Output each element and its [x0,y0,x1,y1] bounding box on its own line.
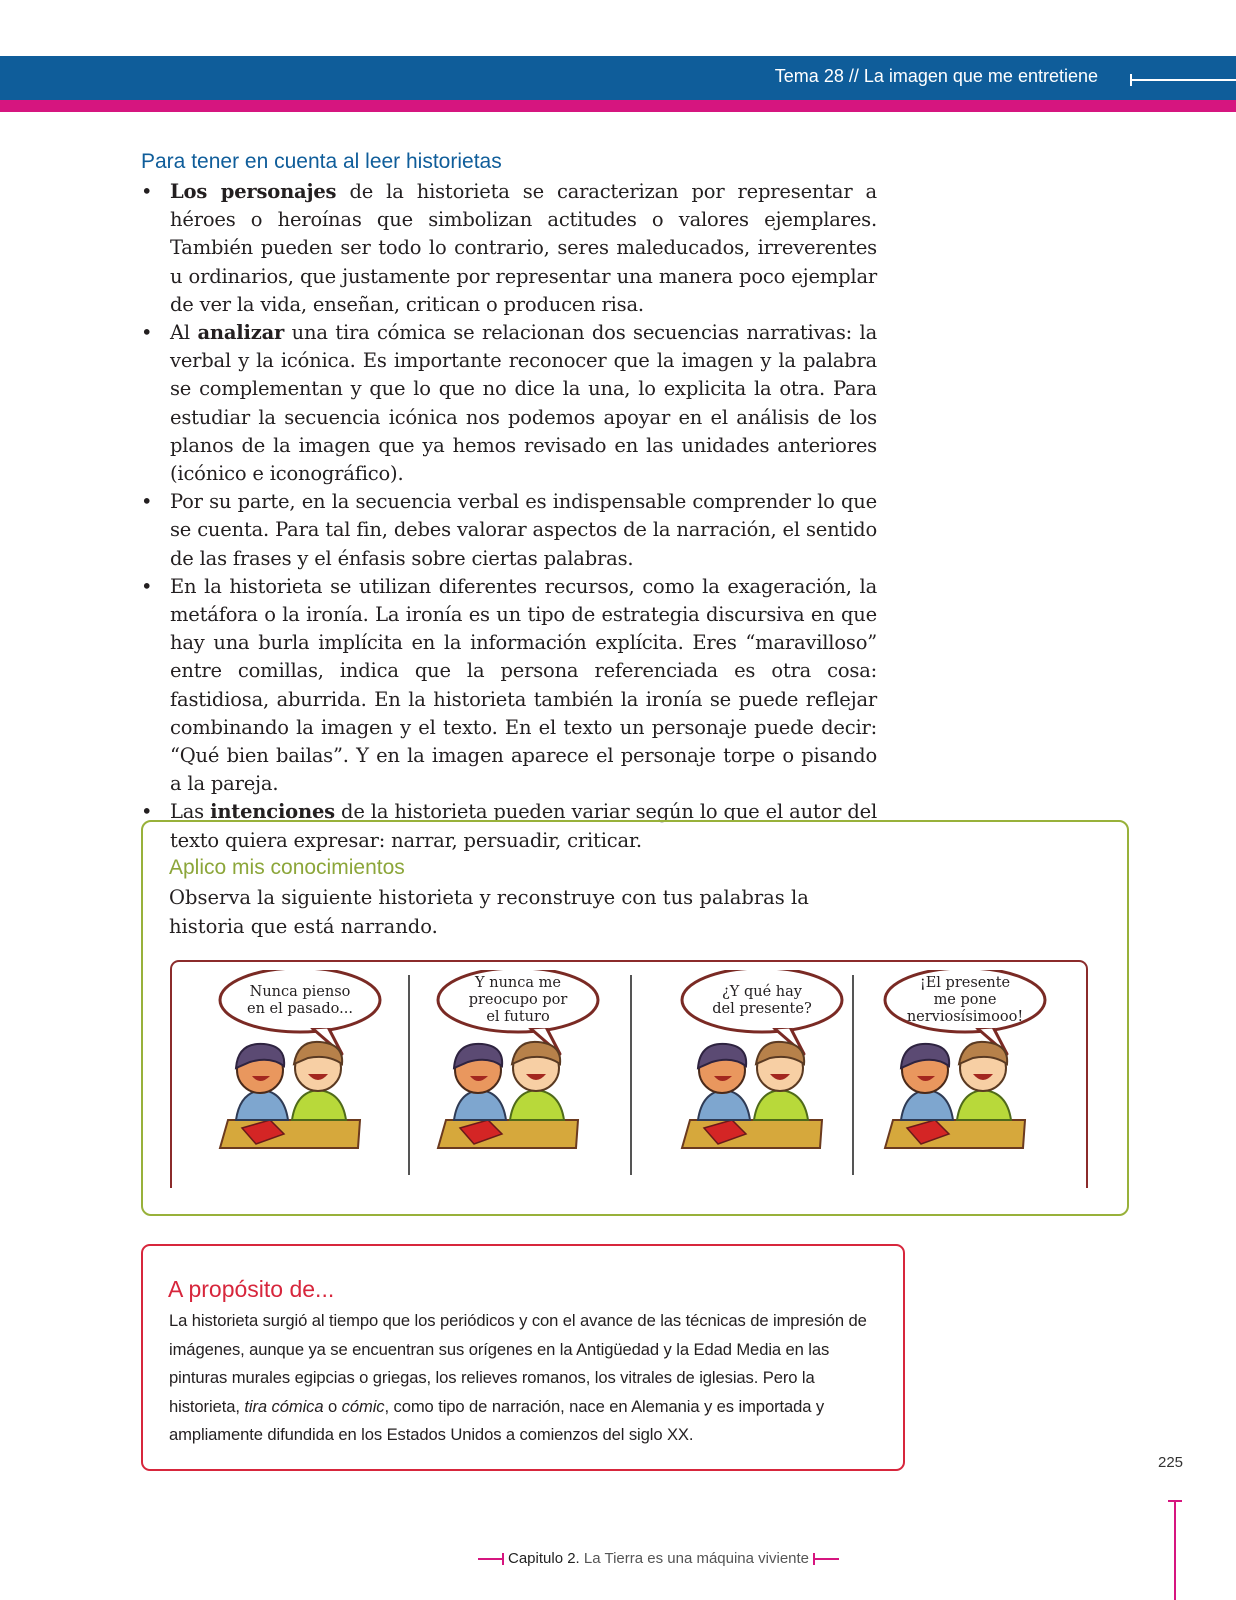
footer-chapter-title: La Tierra es una máquina viviente [583,1550,810,1567]
purpose-text: La historieta surgió al tiempo que los periódicos y con el avance de las técnicas de impresión de imágenes, aunque ya se encuentran sus orígenes en la Antigüedad y la Edad Media en las pinturas murales egipcias o griegas, los relieves romanos, los vitrales de iglesias. Pero la historieta, tira cómica o cómic, como tipo de narración, nace en Alemania y es importada y ampliamente difundida en los Estados Unidos a comienzos del siglo XX. [169,1311,867,1445]
bubble-line: ¿Y qué hay [722,984,802,1000]
topic-title: Tema 28 // La imagen que me entretiene [774,66,1098,86]
bubble-line: nerviosísimooo! [906,1009,1024,1025]
bubble-line: el futuro [486,1009,550,1025]
list-item: • Los personajes de la historieta se caracterizan por representar a héroes o heroínas que simbolizan actitudes o valores ejemplares. También pueden ser todo lo contrario, seres maleducados, irreverentes u ordinarios, que justamente por representar una manera poco ejemplar de ver la vida, enseñan, critican o producen risa. [141,180,877,316]
keyword: intenciones [210,800,335,824]
section-heading: Para tener en cuenta al leer historietas [141,150,502,173]
term-italic: tira cómica [244,1396,324,1416]
bubble-line: ¡El presente [919,975,1011,991]
bullet-icon: • [141,321,153,345]
boy-left-body [454,1090,506,1120]
boy-left-body [236,1090,288,1120]
bubble-line: del presente? [712,1001,812,1017]
header-accent-stripe [0,100,1236,112]
bubble-line: en el pasado... [247,1001,353,1017]
footer [478,1550,839,1567]
list-item: • Por su parte, en la secuencia verbal es indispensable comprender lo que se cuenta. Para tal fin, debes valorar aspectos de la narración, el sentido de las frases y el énfasis sobre ciertas palabras. [141,490,877,570]
tips-list [141,178,877,855]
footer-chapter: Capitulo 2. [508,1550,580,1567]
desk [438,1120,578,1148]
comic-panel-4 [865,970,1075,1180]
boy-left-body [901,1090,953,1120]
list-item: • Al analizar una tira cómica se relacionan dos secuencias narrativas: la verbal y la icónica. Es importante reconocer que la imagen y la palabra se complementan y que lo que no dice la una, lo explicita la otra. Para estudiar la secuencia icónica nos podemos apoyar en el análisis de los planos de la imagen que ya hemos revisado en las unidades anteriores (icónico e iconográfico). [141,321,877,486]
comic-panel-1 [200,970,410,1180]
footer-rule [813,1558,839,1560]
panel-divider [630,975,632,1175]
bubble-line: Y nunca me [475,975,561,991]
comic-panel-3 [662,970,872,1180]
speech-bubble-text [885,975,1045,1026]
purpose-heading: A propósito de... [168,1276,335,1302]
apply-heading: Aplico mis conocimientos [169,856,405,879]
speech-bubble-text [220,984,380,1018]
list-item: • Las intenciones de la historieta pueden variar según lo que el autor del texto quiera expresar: narrar, persuadir, criticar. [141,800,877,852]
bullet-icon: • [141,574,153,598]
boy-right-body [292,1090,346,1120]
bubble-line: preocupo por [468,992,568,1008]
page-number: 225 [1158,1454,1184,1471]
boy-right-body [754,1090,808,1120]
bubble-line: Nunca pienso [249,984,351,1000]
desk [885,1120,1025,1148]
speech-bubble-text [438,975,598,1026]
apply-instructions: Observa la siguiente historieta y reconstruye con tus palabras la historia que está narrando. [169,886,809,938]
list-item: • En la historieta se utilizan diferentes recursos, como la exageración, la metáfora o la ironía. La ironía es un tipo de estrategia discursiva en que hay una burla implícita en la información explícita. Eres “maravilloso” entre comillas, indica que la persona referenciada es otra cosa: fastidiosa, aburrida. En la historieta también la ironía se puede reflejar combinando la imagen y el texto. En el texto un personaje puede decir: “Qué bien bailas”. Y en la imagen aparece el personaje torpe o pisando a la pareja. [141,574,877,796]
header-rule [1130,79,1236,81]
keyword: Los personajes [170,180,337,203]
boy-right-body [957,1090,1011,1120]
keyword: analizar [197,321,285,345]
desk [682,1120,822,1148]
boy-left-body [698,1090,750,1120]
boy-right-body [510,1090,564,1120]
desk [220,1120,360,1148]
speech-bubble-text [682,984,842,1018]
bullet-icon: • [141,800,153,824]
term-italic: cómic [341,1396,385,1416]
header-rule-tick [1130,74,1132,86]
footer-rule [478,1558,504,1560]
bullet-icon: • [141,180,153,203]
comic-panel-2 [418,970,628,1180]
bullet-icon: • [141,490,153,514]
bubble-line: me pone [933,992,997,1008]
corner-rule [1174,1500,1176,1600]
